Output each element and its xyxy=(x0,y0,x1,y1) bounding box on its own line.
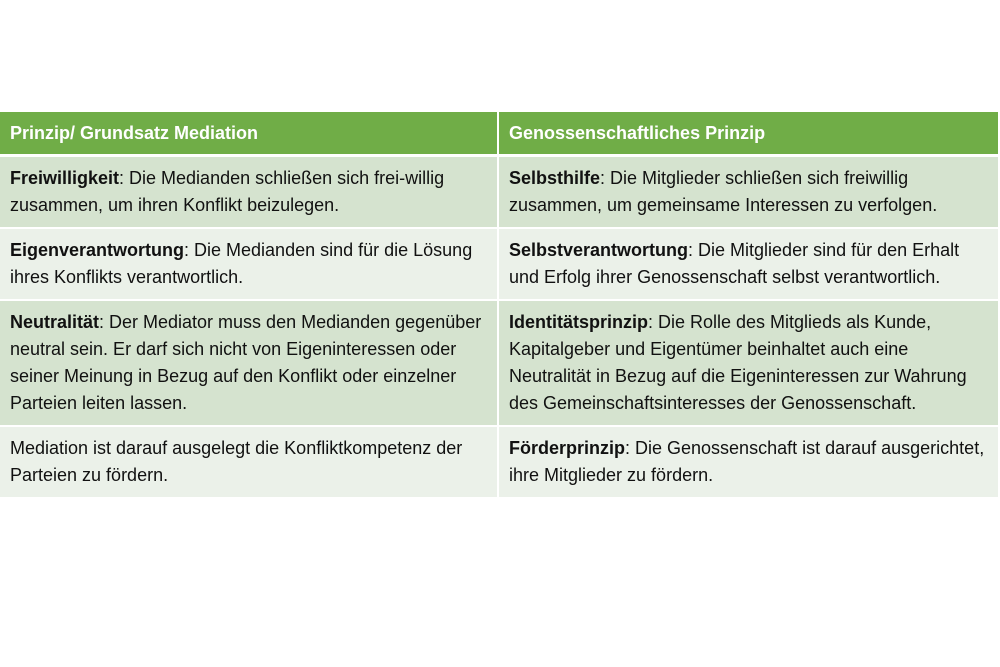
term: Förderprinzip xyxy=(509,438,625,458)
description: : Die Medianden sind für die Lösung ihres Konflikts verantwortlich. xyxy=(10,240,473,287)
table-row xyxy=(0,426,998,498)
description: : Die Genossenschaft ist darauf ausgerichtet, ihre Mitglieder zu fördern. xyxy=(509,438,985,485)
cell-mediation xyxy=(0,426,498,498)
table-row xyxy=(0,156,998,229)
cell-mediation xyxy=(0,228,498,300)
description: : Die Mitglieder sind für den Erhalt und Erfolg ihrer Genossenschaft selbst verantwortlich. xyxy=(509,240,960,287)
cell-mediation xyxy=(0,300,498,426)
term: Neutralität xyxy=(10,312,100,332)
cell-genossenschaft xyxy=(498,426,998,498)
table-row xyxy=(0,228,998,300)
header-genossenschaft: Genossenschaftliches Prinzip xyxy=(498,112,998,156)
term: Identitätsprinzip xyxy=(509,312,648,332)
cell-genossenschaft xyxy=(498,156,998,229)
cell-genossenschaft xyxy=(498,300,998,426)
term: Freiwilligkeit xyxy=(10,168,120,188)
table-row xyxy=(0,300,998,426)
header-mediation: Prinzip/ Grundsatz Mediation xyxy=(0,112,498,156)
description: : Die Medianden schließen sich frei-willig zusammen, um ihren Konflikt beizulegen. xyxy=(10,168,445,215)
comparison-table xyxy=(0,112,998,499)
cell-genossenschaft xyxy=(498,228,998,300)
cell-mediation xyxy=(0,156,498,229)
term: Eigenverantwortung xyxy=(10,240,185,260)
term: Selbstverantwortung xyxy=(509,240,689,260)
description: Mediation ist darauf ausgelegt die Konfliktkompetenz der Parteien zu fördern. xyxy=(10,438,463,485)
table-header-row xyxy=(0,112,998,156)
description: : Der Mediator muss den Medianden gegenüber neutral sein. Er darf sich nicht von Eigeninteressen oder seiner Meinung in Bezug auf den Konflikt oder einzelner Parteien leiten lassen. xyxy=(10,312,482,413)
description: : Die Mitglieder schließen sich freiwillig zusammen, um gemeinsame Interessen zu verfolgen. xyxy=(509,168,938,215)
description: : Die Rolle des Mitglieds als Kunde, Kapitalgeber und Eigentümer beinhaltet auch eine Neutralität in Bezug auf die Eigeninteressen zur Wahrung des Gemeinschaftsinteresses der Genossenschaft. xyxy=(509,312,967,413)
term: Selbsthilfe xyxy=(509,168,601,188)
